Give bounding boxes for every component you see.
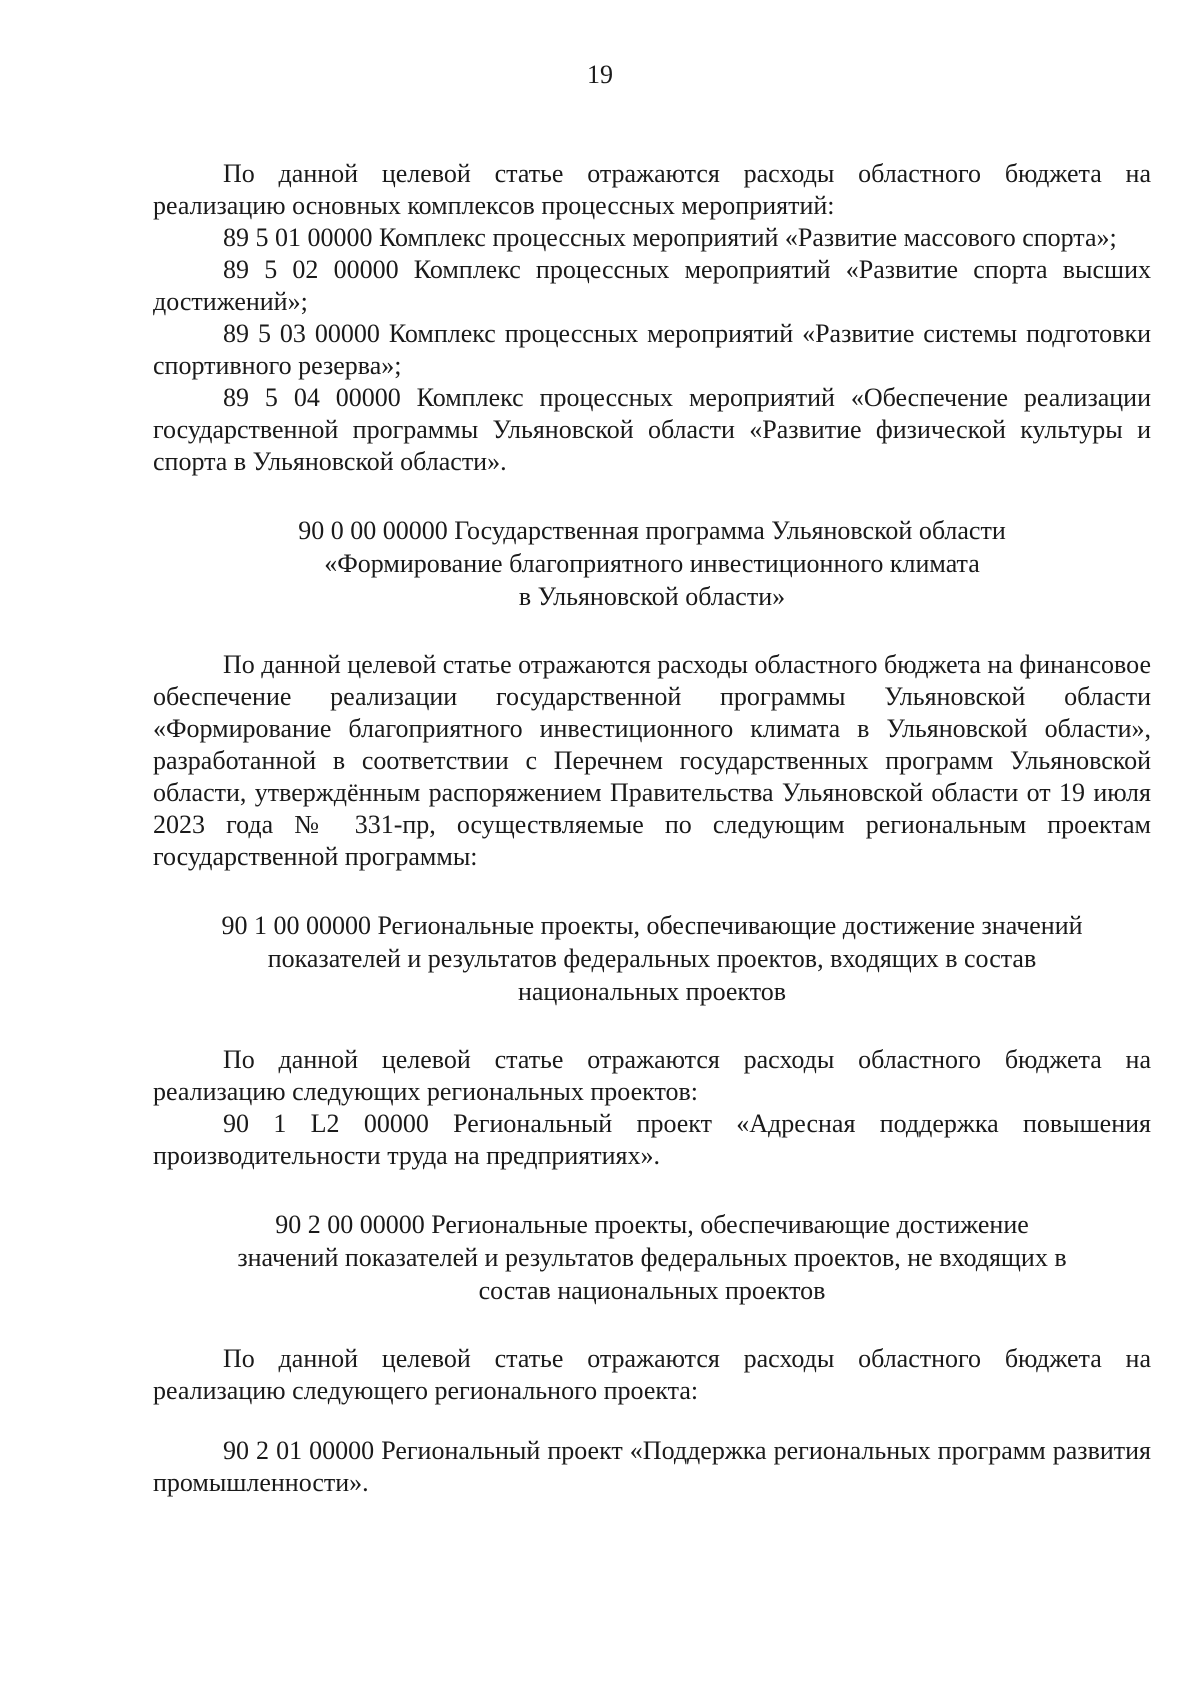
heading-line: 90 0 00 00000 Государственная программа Ульяновской области bbox=[298, 516, 1006, 545]
list-item-90-1-l2: 90 1 L2 00000 Региональный проект «Адресная поддержка повышения производительности труда на предприятиях». bbox=[153, 1109, 1151, 1170]
heading-line: в Ульяновской области» bbox=[518, 582, 786, 611]
heading-line: 90 1 00 00000 Региональные проекты, обеспечивающие достижение значений bbox=[221, 911, 1083, 940]
heading-line: 90 2 00 00000 Региональные проекты, обеспечивающие достижение bbox=[275, 1210, 1029, 1239]
paragraph-intro-2: По данной целевой статье отражаются расходы областного бюджета на реализацию следующих региональных проектов: bbox=[153, 1045, 1151, 1106]
section-heading-90-2 bbox=[153, 1208, 1151, 1307]
heading-line: показателей и результатов федеральных проектов, входящих в состав bbox=[267, 944, 1037, 973]
paragraph-intro-1: По данной целевой статье отражаются расходы областного бюджета на реализацию основных комплексов процессных мероприятий: bbox=[153, 159, 1151, 220]
section-heading-90-0 bbox=[153, 514, 1151, 613]
heading-line: национальных проектов bbox=[517, 977, 787, 1006]
list-item-90-2-01: 90 2 01 00000 Региональный проект «Поддержка региональных программ развития промышленности». bbox=[153, 1436, 1151, 1497]
list-item-89-5-04: 89 5 04 00000 Комплекс процессных мероприятий «Обеспечение реализации государственной программы Ульяновской области «Развитие физической культуры и спорта в Ульяновской области». bbox=[153, 383, 1151, 476]
list-item-89-5-03: 89 5 03 00000 Комплекс процессных мероприятий «Развитие системы подготовки спортивного резерва»; bbox=[153, 319, 1151, 380]
section-heading-90-1 bbox=[153, 909, 1151, 1008]
paragraph-program-description: По данной целевой статье отражаются расходы областного бюджета на финансовое обеспечение реализации государственной программы Ульяновской области «Формирование благоприятного инвестиционного климата в Ульяновской области», разработанной в соответствии с Перечнем государственных программ Ульяновской области, утверждённым распоряжением Правительства Ульяновской области от 19 июля 2023 года № 331-пр, осуществляемые по следующим региональным проектам государственной программы: bbox=[153, 650, 1151, 871]
list-item-89-5-01: 89 5 01 00000 Комплекс процессных мероприятий «Развитие массового спорта»; bbox=[223, 223, 1117, 252]
paragraph-intro-3: По данной целевой статье отражаются расходы областного бюджета на реализацию следующего регионального проекта: bbox=[153, 1344, 1151, 1405]
heading-line: состав национальных проектов bbox=[478, 1276, 826, 1305]
list-item-89-5-02: 89 5 02 00000 Комплекс процессных мероприятий «Развитие спорта высших достижений»; bbox=[153, 255, 1151, 316]
document-body bbox=[153, 158, 1151, 1499]
heading-line: значений показателей и результатов федеральных проектов, не входящих в bbox=[237, 1243, 1067, 1272]
heading-line: «Формирование благоприятного инвестиционного климата bbox=[324, 549, 980, 578]
page-number: 19 bbox=[587, 60, 613, 89]
